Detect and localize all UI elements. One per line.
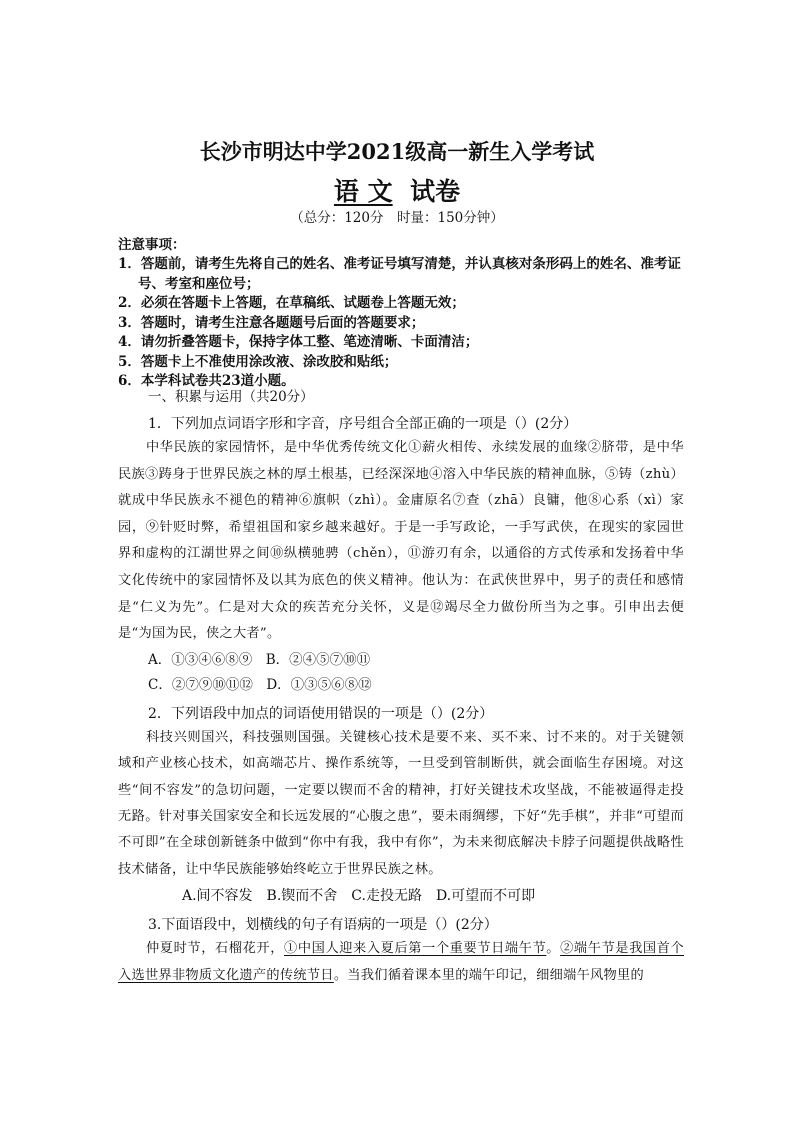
instructions-title: 注意事项： (118, 237, 186, 253)
question-1-options-cd: C．②⑦⑨⑩⑪⑫ D．①③⑤⑥⑧⑫ (148, 676, 372, 693)
question-2-stem: 2．下列语段中加点的词语使用错误的一项是（）(2分） (148, 705, 494, 722)
question-3-stem: 3.下面语段中，划横线的句子有语病的一项是（）(2分） (148, 917, 498, 934)
subject-suffix: 试卷 (410, 177, 461, 206)
instruction-item: 6．本学科试卷共23道小题。 (118, 373, 295, 389)
subject-title (0, 172, 794, 208)
score-time-info: （总分：120分 时量：150分钟） (290, 210, 504, 226)
question-1-passage: 中华民族的家园情怀，是中华优秀传统文化①薪火相传、永续发展的血缘②脐带，是中华民族③踌身于世界民族之林的厚土根基，已经深深地④溶入中华民族的精神血脉，⑤铸（zhù）就成中华民族永不褪色的精神⑥旗帜（zhì）。金庸原名⑦查（zhā）良镛，他⑧心系（xì）家园，⑨针贬时弊，希望祖国和家乡越来越好。于是一手写政论，一手写武侠，在现实的家园世界和虚构的江湖世界之间⑩纵横驰骋（chěn），⑪游刃有余，以通俗的方式传承和发扬着中华文化传统中的家园情怀及以其为底色的侠义精神。他认为：在武侠世界中，男子的责任和感情是“仁义为先”。仁是对大众的疾苦充分关怀，义是⑫竭尽全力做份所当为之事。引申出去便是“为国为民，侠之大者”。 (118, 440, 684, 642)
subject-name: 语 文 (333, 177, 393, 206)
passage-text: 。当我们循着课本里的端午印记，细细端午风物里的 (333, 967, 645, 983)
underlined-sentence-1: ①中国人迎来入夏后第一个重要节日端午节 (284, 941, 547, 957)
instruction-item: 2．必须在答题卡上答题，在草稿纸、试题卷上答题无效； (118, 295, 465, 311)
instruction-item: 4．请勿折叠答题卡，保持字体工整、笔迹清晰、卡面清洁； (118, 334, 479, 350)
question-2-passage: 科技兴则国兴，科技强则国强。关键核心技术是要不来、买不来、讨不来的。对于关键领域和产业核心技术，如高端芯片、操作系统等，一旦受到管制断供，就会面临生存困境。对这些“间不容发”的急切问题，一定要以锲而不舍的精神，打好关键技术攻坚战，不能被逼得走投无路。针对事关国家安全和长远发展的“心腹之患”，要未雨绸缪，下好“先手棋”，并非“可望而不可即”在全球创新链条中做到“你中有我，我中有你”，为未来彻底解决卡脖子问题提供战略性技术储备，让中华民族能够始终屹立于世界民族之林。 (118, 729, 684, 877)
passage-text: 。 (546, 941, 561, 957)
instruction-item: 3．答题时，请考生注意各题题号后面的答题要求； (118, 314, 425, 331)
underlined-sentence-2: ②端午节是我国首个入选世界非物质文化遗产的传统节日 (118, 941, 685, 983)
instructions (118, 236, 688, 392)
question-1-options-ab: A．①③④⑥⑧⑨ B．②④⑤⑦⑩⑪ (148, 651, 371, 668)
passage-text: 仲夏时节，石榴花开， (146, 941, 285, 957)
question-2-options: A.间不容发 B.锲而不舍 C.走投无路 D.可望而不可即 (182, 888, 536, 905)
section-heading: 一、积累与运用（共20分） (148, 389, 314, 405)
question-1-stem: 1．下列加点词语字形和字音，序号组合全部正确的一项是（）(2分） (148, 416, 578, 432)
exam-body (118, 386, 684, 989)
instruction-item: 5．答题卡上不准使用涂改液、涂改胶和贴纸； (118, 353, 398, 370)
exam-title: 长沙市明达中学2021级高一新生入学考试 (199, 139, 595, 164)
question-3-passage (118, 936, 684, 989)
instruction-item: 1．答题前，请考生先将自己的姓名、准考证号填写清楚，并认真核对条形码上的姓名、准考证号、考室和座位号； (118, 256, 681, 292)
